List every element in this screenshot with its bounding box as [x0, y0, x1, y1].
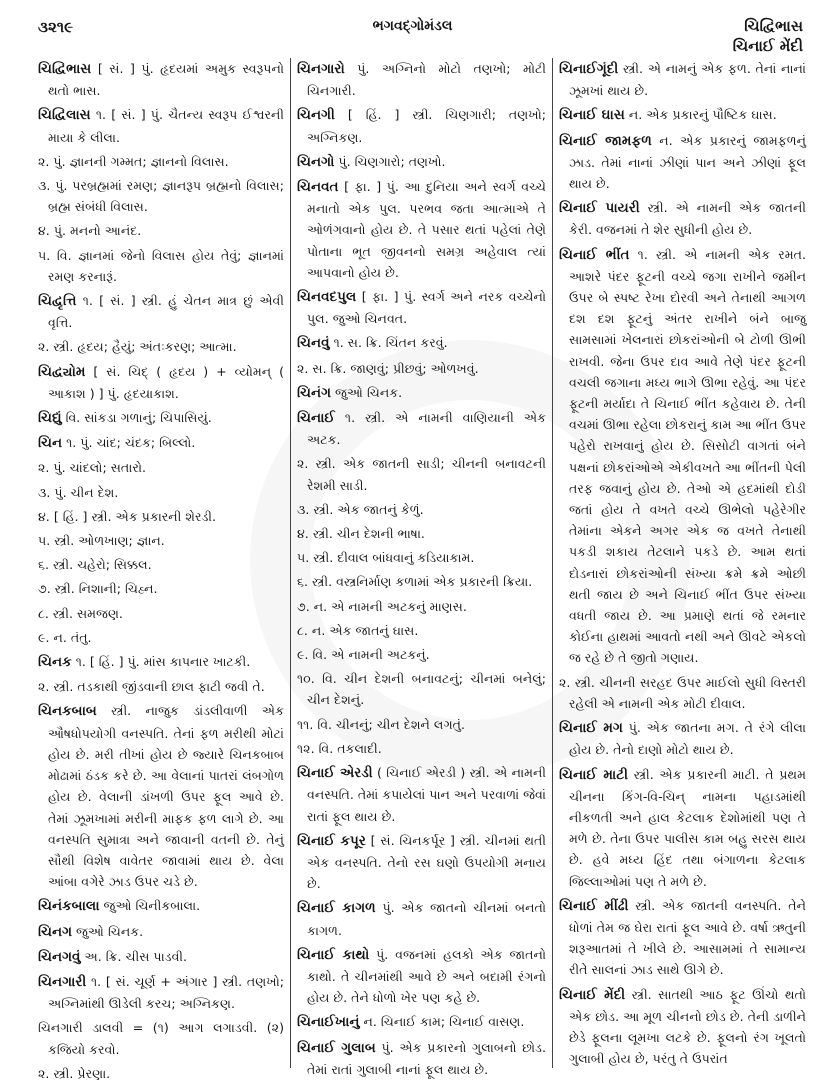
entry-definition: ( ચિનાઈ એરડી ) સ્ત્રી. એ નામની વનસ્પતિ. તેમાં કપાયેલાં પાન અને પરવાળાં જેવાં રાતાં ફૂલ થાય છે. — [307, 765, 546, 824]
page-header — [0, 8, 825, 58]
entry-definition: ૧. સ્ત્રી. એ નામની એક રમત. આશરે પંદર ફૂટની વચ્ચે જગા રાખીને જમીન ઉપર બે સ્પષ્ટ રેખા દોરવી અને તેનાથી આગળ દશ દશ ફૂટનું અંતર રાખીને બંને બાજુ સામસામાં ખેલનારાં છોકરાંઓની બે ટોળી ઊભી રાખવી. જેના ઉપર દાવ આવે તેણે પંદર ફૂટની વચલી જગાના મધ્ય ભાગે ઊભા રહેવું. આ પંદર ફૂટની મર્યાદા તે ચિનાઈ ભીંત કહેવાય છે. તેની વચમાં ઊભા રહેલા છોકરાનું કામ આ ભીંત ઉપર પહેરો રાખવાનું હોય છે. સિસોટી વાગતાં બંને પક્ષનાં છોકરાંઓએ એકીવખતે આ ભીંતની પેલી તરફ જવાનું હોય છે. તેઓ એ હદમાંથી દોડી જતાં હોય તે વખતે વચ્ચે ઊભેલો પહેરેગીર તેમાંના એકને અગર એક જ વખતે તેનાથી પકડી શકાય તેટલાને પકડે છે. આમ થતાં દોડનારાં છોકરાંઓની સંખ્યા ક્રમે ક્રમે ઓછી થતી જાય છે અને ચિનાઈ ભીંત ઉપર સંખ્યા વધતી જાય છે. આ પ્રમાણે થતાં જે રમનાર કોઈના હાથમાં આવતો નથી અને ઊવટે એકલો જ રહે છે તે જીતો ગણાય. — [569, 246, 806, 666]
dictionary-entry — [38, 971, 284, 1014]
entry-sense: ૨. સ. ક્રિ. જાણવું; પ્રીછવું; ઓળખવું. — [297, 360, 479, 376]
entry-sense: ૭. ન. એ નામની અટકનું માણસ. — [297, 598, 467, 614]
dictionary-entry — [297, 1037, 546, 1080]
entry-definition: પું. એક જાતના મગ. તે રંગે લીલા હોય છે. તેનો દાણો મોટો થાય છે. — [569, 720, 806, 758]
dictionary-entry — [297, 104, 546, 147]
entry-headword: ચિનગ — [38, 923, 72, 940]
entry-sense: ૨. સ્ત્રી. તડકાથી જીંડવાની છાલ ફાટી જવી તે. — [38, 679, 265, 695]
entry-headword: ચિનાઈ મીંઢી — [559, 897, 629, 914]
dictionary-columns — [32, 58, 812, 1081]
column-1 — [32, 58, 290, 1081]
column-2 — [290, 58, 552, 1077]
entry-headword: ચિદ્વૃત્તિ — [38, 293, 77, 310]
entry-sense: ૪. પું. મનનો આનંદ. — [38, 223, 142, 239]
entry-sense: ૨. સ્ત્રી. હૃદય; હૈયું; અંતઃકરણ; આત્મા. — [38, 339, 237, 355]
dictionary-entry — [559, 244, 806, 669]
entry-definition: અ. ક્રિ. ચીસ પાડવી. — [84, 948, 188, 964]
entry-headword: ચિદ્યું — [38, 410, 62, 427]
entry-definition: પું. ચિણગારો; તણખો. — [338, 153, 446, 169]
entry-definition: જુઓ ચિનીકબાલા. — [103, 898, 201, 914]
dictionary-entry — [38, 361, 284, 404]
entry-definition: [ સં. ચિદ્ ( હૃદય ) + વ્યોમન્ ( આકાશ ) ] પું. હૃદયાકાશ. — [48, 363, 284, 401]
entry-headword: ચિનાઈ ભીંત — [559, 246, 630, 263]
guide-word-first: ચિદ્વિભાસ — [744, 17, 803, 35]
dictionary-entry — [559, 197, 806, 240]
entry-definition: ન. ચિનાઈ કામ; ચિનાઈ વાસણ. — [363, 1014, 525, 1030]
dictionary-entry — [559, 984, 806, 1070]
entry-headword: ચિદ્વિલાસ — [38, 107, 91, 124]
dictionary-entry — [559, 104, 806, 126]
entry-headword: ચિનાઈ કાગળ — [297, 900, 376, 917]
entry-sense: ૨. સ્ત્રી. પ્રેરણા. — [38, 1065, 111, 1081]
entry-sense: ૨. પું. જ્ઞાનની ગમ્મત; જ્ઞાનનો વિલાસ. — [38, 153, 229, 169]
entry-headword: ચિનાઈ મગ — [559, 720, 623, 737]
entry-sense: ચિનગારી ડાલવી = (૧) આગ લગાડવી. (૨) કજિયો કરવો. — [38, 1020, 284, 1057]
entry-definition: ૧. [ સં. ] સ્ત્રી. હું ચેતન માત્ર છું એવી વૃત્તિ. — [48, 293, 284, 331]
entry-sense: ૬. સ્ત્રી. વસ્ત્રનિર્માણ કળામાં એક પ્રકારની ક્રિયા. — [297, 574, 533, 590]
dictionary-entry — [38, 946, 284, 968]
dictionary-entry — [297, 286, 546, 329]
entry-sense: ૪. [ હિં. ] સ્ત્રી. એક પ્રકારની શેરડી. — [38, 508, 217, 524]
entry-headword: ચિનાઈ એરડી — [297, 765, 373, 782]
entry-headword: ચિનાઈ ઘાસ — [559, 107, 625, 124]
dictionary-entry — [38, 58, 284, 101]
dictionary-entry — [38, 921, 284, 943]
entry-sense: ૪. સ્ત્રી. ચીન દેશની ભાષા. — [297, 526, 425, 542]
entry-headword: ચિનગારી — [38, 973, 87, 990]
dictionary-entry — [38, 407, 284, 429]
entry-definition: [ સં. ] પું. હૃદયમાં અમુક સ્વરૂપનો થતો ભાસ. — [48, 61, 284, 99]
entry-definition: ૧. સ. ક્રિ. ચિંતન કરવું. — [333, 335, 448, 351]
entry-sense: ૨. પું. ચાંદલો; સતારો. — [38, 460, 146, 476]
entry-sense: ૫. સ્ત્રી. ઓળખાણ; જ્ઞાન. — [38, 533, 165, 549]
entry-definition: સ્ત્રી. એ નામની એક જાતની કેરી. વજનમાં તે શેર સુધીની હોય છે. — [569, 200, 806, 238]
entry-headword: ચિનવું — [297, 335, 330, 352]
dictionary-entry — [297, 332, 546, 354]
dictionary-entry — [297, 58, 546, 101]
dictionary-entry — [297, 176, 546, 283]
guide-words — [733, 16, 803, 56]
dictionary-entry — [559, 58, 806, 101]
entry-definition: ૧. [ સં. ચૂર્ણ + અંગાર ] સ્ત્રી. તણખો; અગ્નિમાંથી ઊડેલી કરચ; અગ્નિકણ. — [48, 973, 284, 1012]
entry-headword: ચિનંગ — [297, 384, 331, 401]
book-title: ભગવદ્ગોમંડલ — [372, 18, 453, 34]
dictionary-entry — [559, 130, 806, 195]
dictionary-entry — [38, 895, 284, 917]
entry-headword: ચિનગવું — [38, 948, 81, 965]
entry-headword: ચિનવત — [297, 179, 339, 196]
entry-sense: ૨. સ્ત્રી. એક જાતની સાડી; ચીનની બનાવટની રેશમી સાડી. — [297, 456, 546, 493]
entry-sense: ૬. સ્ત્રી. ચહેરો; સિક્કલ. — [38, 557, 152, 573]
entry-definition: [ ફા. ] પું. સ્વર્ગ અને નરક વચ્ચેનો પુલ. જુઓ ચિનવત. — [307, 289, 546, 327]
column-3 — [552, 58, 812, 1068]
entry-headword: ચિનાઈ પાયરી — [559, 200, 640, 217]
dictionary-entry — [297, 382, 546, 404]
entry-sense: ૩. સ્ત્રી. એક જાતનું કેળું. — [297, 501, 424, 517]
entry-sense: ૩. પું. પરબ્રહ્મમાં રમણ; જ્ઞાનરૂપ બ્રહ્મનો વિલાસ; બ્રહ્મ સંબંધી વિલાસ. — [38, 178, 284, 215]
entry-definition: સ્ત્રી. એક પ્રકારની માટી. તે પ્રથમ ચીનના કિંગ-વિ-ચિન્ નામના પહાડમાંથી નીકળતી અને હાલ કેટલાક દેશોમાંથી પણ તે મળે છે. તેના ઉપર પાલીસ કામ બહુ સરસ થાય છે. હવે મધ્ય હિંદ તથા બંગાળના કેટલાક જિલ્લાઓમાં પણ તે મળે છે. — [569, 766, 806, 889]
entry-sense: ૧૧. વિ. ચીનનું; ચીન દેશને લગતું. — [297, 716, 465, 732]
entry-headword: ચિનાઈખાનું — [297, 1014, 360, 1031]
dictionary-entry — [38, 432, 284, 454]
dictionary-entry — [38, 651, 284, 673]
entry-definition: વિ. સાંકડા ગળાનું; ચિપાસિયું. — [65, 410, 212, 426]
entry-definition: પું. વજનમાં હલકો એક જાતનો કાથો. તે ચીનમાંથી આવે છે અને બદામી રંગનો હોય છે. તેને ધોળો ખેર પણ કહે છે. — [307, 946, 546, 1006]
entry-definition: જુઓ ચિનક. — [335, 384, 403, 400]
entry-headword: ચિનાઈ ગુલાબ — [297, 1039, 376, 1056]
dictionary-entry — [297, 944, 546, 1009]
dictionary-entry — [297, 897, 546, 940]
dictionary-entry — [38, 104, 284, 147]
entry-definition: સ્ત્રી. એક જાતની વનસ્પતિ. તેને ધોળાં તેમ જ ઘેરા રાતાં ફૂલ આવે છે. વર્ષા ઋતુની શરૂઆતમાં તે ખીલે છે. આસામમાં તે સામાન્ય રીતે સાલનાં ઝાડ સાથે ઊગે છે. — [569, 897, 806, 978]
entry-sense: ૮. સ્ત્રી. સમજણ. — [38, 605, 123, 621]
entry-headword: ચિનાઈ જામફળ — [559, 132, 652, 149]
entry-definition: ૧. પું. ચાંદ; ચંદક; બિલ્લો. — [66, 435, 196, 451]
entry-headword: ચિનગી — [297, 107, 335, 124]
entry-sense: ૯. વિ. એ નામની અટકનું. — [297, 647, 430, 663]
entry-headword: ચિન — [38, 435, 63, 452]
dictionary-entry — [559, 717, 806, 760]
entry-definition: સ્ત્રી. સાતથી આઠ ફૂટ ઊંચો થતો એક છોડ. આ મૂળ ચીનનો છોડ છે. તેની ડાળીને છેડે ફૂલના લૂમખા લટકે છે. ફૂલનો રંગ ખૂલતો ગુલાબી હોય છે, પરંતુ તે ઉપરાંત — [569, 986, 807, 1067]
entry-definition: ૧. [ સં. ] પું. ચૈતન્ય સ્વરૂપ ઈશ્વરની માયા કે લીલા. — [48, 107, 284, 145]
entry-definition: ન. એક પ્રકારનું પૌષ્ટિક ઘાસ. — [628, 107, 777, 123]
dictionary-entry — [297, 407, 546, 450]
entry-sense: ૧૨. વિ. તકલાદી. — [297, 740, 382, 756]
entry-headword: ચિદ્વ્યોમ — [38, 363, 86, 380]
entry-definition: જુઓ ચિનક. — [76, 923, 144, 939]
entry-headword: ચિનાઈ — [297, 410, 335, 427]
entry-definition: ન. એક પ્રકારનું જામફળનું ઝાડ. તેમાં નાનાં ઝીણાં પાન અને ઝીણાં ફૂલ થાય છે. — [569, 132, 806, 192]
entry-definition: ૧. સ્ત્રી. એ નામની વાણિયાની એક અટક. — [307, 410, 546, 448]
entry-sense: ૧૦. વિ. ચીન દેશની બનાવટનું; ચીનમાં બનેલું; ચીન દેશનું. — [297, 671, 546, 708]
dictionary-entry — [559, 764, 806, 892]
entry-headword: ચિનગો — [297, 153, 335, 170]
entry-sense: ૫. સ્ત્રી. દીવાલ બાંધવાનું કડિયાકામ. — [297, 550, 475, 566]
entry-headword: ચિનંકબાલા — [38, 898, 100, 915]
entry-headword: ચિનગારો — [297, 61, 345, 77]
dictionary-entry — [297, 151, 546, 173]
page-number: ૩૨૧૯ — [38, 18, 74, 36]
dictionary-entry — [297, 1011, 546, 1033]
entry-headword: ચિનાઈ કાથો — [297, 946, 370, 963]
entry-sense: ૨. સ્ત્રી. ચીનની સરહદ ઉપર માઈલો સુધી વિસ્તરી રહેલી એ નામની એક મોટી દીવાલ. — [559, 674, 806, 711]
entry-headword: ચિનાઈ માટી — [559, 766, 629, 783]
entry-headword: ચિનાઈગૂંદી — [559, 61, 619, 77]
entry-headword: ચિનકબાબ — [38, 703, 97, 720]
dictionary-entry — [38, 700, 284, 892]
dictionary-entry — [38, 290, 284, 333]
entry-headword: ચિદ્વિભાસ — [38, 61, 92, 77]
entry-sense: ૭. સ્ત્રી. નિશાની; ચિહ્ન. — [38, 581, 158, 597]
entry-definition: પું. અગ્નિનો મોટો તણખો; મોટી ચિનગારી. — [307, 61, 546, 99]
entry-definition: [ હિં. ] સ્ત્રી. ચિણગારી; તણખો; અગ્નિકણ. — [307, 107, 546, 145]
entry-sense: ૮. ન. એક જાતનું ઘાસ. — [297, 622, 419, 638]
entry-headword: ચિનવદપુલ — [297, 289, 357, 306]
guide-word-last: ચિનાઈ મેંદી — [732, 37, 803, 55]
entry-definition: [ ફા. ] પું. આ દુનિયા અને સ્વર્ગ વચ્ચે મનાતો એક પુલ. પરભવ જતા આત્માએ તે ઓળંગવાનો હોય છે. તે પસાર થતાં પહેલાં તેણે પોતાના ભૂત જીવનનો સમગ્ર અહેવાલ ત્યાં આપવાનો હોય છે. — [307, 179, 546, 280]
entry-definition: પું. એક જાતનો ચીનમાં બનતો કાગળ. — [307, 900, 546, 938]
dictionary-entry — [559, 895, 806, 981]
entry-headword: ચિનાઈ મેંદી — [559, 986, 626, 1003]
entry-sense: ૫. વિ. જ્ઞાનમાં જેનો વિલાસ હોય તેવું; જ્ઞાનમાં રમણ કરનારૂં. — [38, 247, 284, 284]
entry-definition: પું. એક પ્રકારનો ગુલાબનો છોડ. તેમાં રાતાં ગુલાબી નાનાં ફૂલ થાય છે. — [307, 1039, 546, 1077]
entry-headword: ચિનાઈ કપૂર — [297, 832, 366, 849]
entry-definition: [ સં. ચિનકર્પૂર ] સ્ત્રી. ચીનમાં થતી એક વનસ્પતિ. તેનો રસ ઘણો ઉપયોગી મનાય છે. — [307, 832, 546, 892]
entry-definition: ૧. [ હિં. ] પું. માંસ કાપનાર ખાટકી. — [75, 654, 251, 670]
dictionary-entry — [297, 830, 546, 895]
entry-sense: ૩. પું. ચીન દેશ. — [38, 484, 119, 500]
dictionary-entry — [297, 762, 546, 827]
entry-definition: સ્ત્રી. એ નામનું એક ફળ. તેનાં નાનાં ઝૂમખાં થાય છે. — [569, 61, 806, 99]
entry-headword: ચિનક — [38, 654, 72, 671]
entry-definition: સ્ત્રી. નાજુક ડાંડલીવાળી એક ઔષધોપયોગી વનસ્પતિ. તેનાં ફળ મરીથી મોટાં હોય છે. મરી તીખાં હોય છે જ્યારે ચિનકબાબ મોઢામાં ઠંડક કરે છે. આ વેલાનાં પાતરાં લંબગોળ હોય છે. વેલાની ડાંખળી ઉપર ફૂલ આવે છે. તેમાં ઝૂમખામાં મરીની માફક ફળ લાગે છે. આ વનસ્પતિ સુમાત્રા અને જાવાની વતની છે. તેનું સૌથી વિશેષ વાવેતર જાવામાં થાય છે. વેલા આંબા વગેરે ઝાડ ઉપર ચડે છે. — [48, 703, 284, 890]
entry-sense: ૯. ન. તંતુ. — [38, 629, 92, 645]
